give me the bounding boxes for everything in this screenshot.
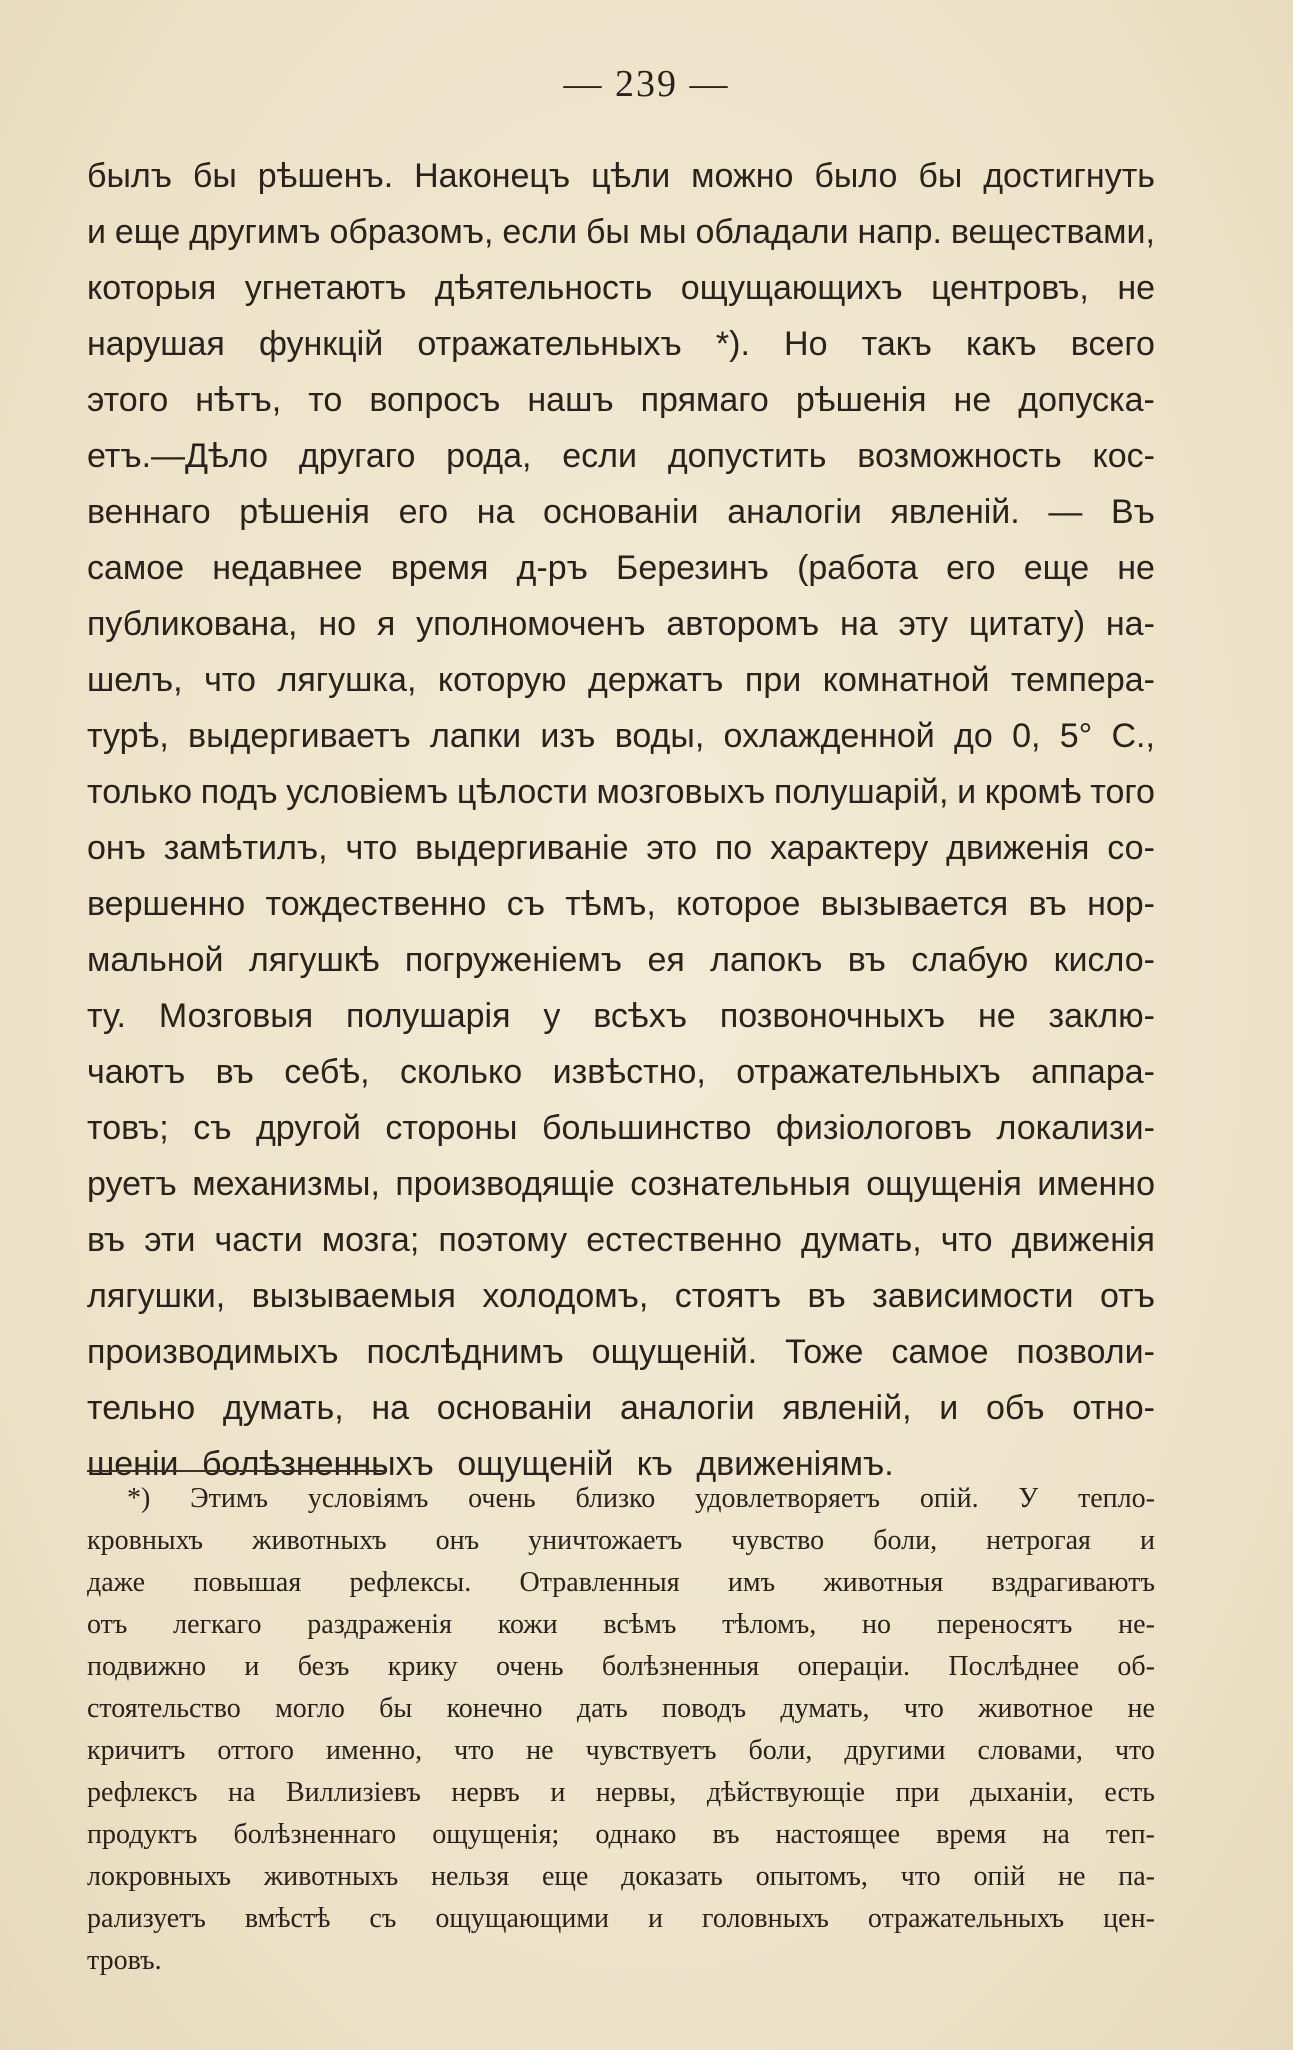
footnote [87,1478,1155,1982]
text-line: былъ бы рѣшенъ. Наконецъ цѣли можно было бы достигнуть [87,157,1155,195]
text-line: веннаго рѣшенія его на основаніи аналогіи явленій. — Въ [87,493,1155,531]
text-line: чаютъ въ себѣ, сколько извѣстно, отражательныхъ аппара- [87,1053,1155,1091]
text-line: которыя угнетаютъ дѣятельность ощущающихъ центровъ, не [87,269,1155,307]
text-line: только подъ условіемъ цѣлости мозговыхъ полушарій, и кромѣ того [87,773,1155,811]
text-line: тельно думать, на основаніи аналогіи явленій, и объ отно- [87,1389,1155,1427]
footnote-line: кровныхъ животныхъ онъ уничтожаетъ чувство боли, нетрогая и [87,1525,1155,1556]
text-line: этого нѣтъ, то вопросъ нашъ прямаго рѣшенія не допуска- [87,381,1155,419]
footnote-line: тровъ. [87,1945,162,1976]
text-line: самое недавнее время д-ръ Березинъ (работа его еще не [87,549,1155,587]
footnote-line: стоятельство могло бы конечно дать поводъ думать, что животное не [87,1693,1155,1724]
footnote-line: продуктъ болѣзненнаго ощущенія; однако въ настоящее время на теп- [87,1819,1155,1850]
text-line: товъ; съ другой стороны большинство физіологовъ локализи- [87,1109,1155,1147]
text-line: вершенно тождественно съ тѣмъ, которое вызывается въ нор- [87,885,1155,923]
text-line: публикована, но я уполномоченъ авторомъ на эту цитату) на- [87,605,1155,643]
text-line: турѣ, выдергиваетъ лапки изъ воды, охлажденной до 0, 5° С., [87,717,1155,755]
main-text [87,148,1155,1492]
footnote-line: рефлексъ на Виллизіевъ нервъ и нервы, дѣйствующіе при дыханіи, есть [87,1777,1155,1808]
page-number: — 239 — [563,63,730,105]
footnote-line: подвижно и безъ крику очень болѣзненныя операціи. Послѣднее об- [87,1651,1155,1682]
text-line: производимыхъ послѣднимъ ощущеній. Тоже самое позволи- [87,1333,1155,1371]
text-line: ту. Мозговыя полушарія у всѣхъ позвоночныхъ не заклю- [87,997,1155,1035]
text-line: лягушки, вызываемыя холодомъ, стоятъ въ зависимости отъ [87,1277,1155,1315]
footnote-line: *) Этимъ условіямъ очень близко удовлетворяетъ опій. У тепло- [127,1483,1155,1514]
text-line: мальной лягушкѣ погруженіемъ ея лапокъ въ слабую кисло- [87,941,1155,979]
text-line: и еще другимъ образомъ, если бы мы обладали напр. веществами, [87,213,1155,251]
text-line: въ эти части мозга; поэтому естественно думать, что движенія [87,1221,1155,1259]
footnote-line: отъ легкаго раздраженія кожи всѣмъ тѣломъ, но переносятъ не- [87,1609,1155,1640]
text-line: шеніи болѣзненныхъ ощущеній къ движеніямъ. [87,1445,894,1483]
text-line: онъ замѣтилъ, что выдергиваніе это по характеру движенія со- [87,829,1155,867]
footnote-line: рализуетъ вмѣстѣ съ ощущающими и головныхъ отражательныхъ цен- [87,1903,1155,1934]
text-line: шелъ, что лягушка, которую держатъ при комнатной темпера- [87,661,1155,699]
text-line: етъ.—Дѣло другаго рода, если допустить возможность кос- [87,437,1155,475]
footnote-divider [87,1470,387,1472]
footnote-line: даже повышая рефлексы. Отравленныя имъ животныя вздрагиваютъ [87,1567,1155,1598]
text-line: нарушая функцій отражательныхъ *). Но такъ какъ всего [87,325,1155,363]
footnote-line: кричитъ оттого именно, что не чувствуетъ боли, другими словами, что [87,1735,1155,1766]
text-line: руетъ механизмы, производящіе сознательныя ощущенія именно [87,1165,1155,1203]
footnote-line: локровныхъ животныхъ нельзя еще доказать опытомъ, что опій не па- [87,1861,1155,1892]
